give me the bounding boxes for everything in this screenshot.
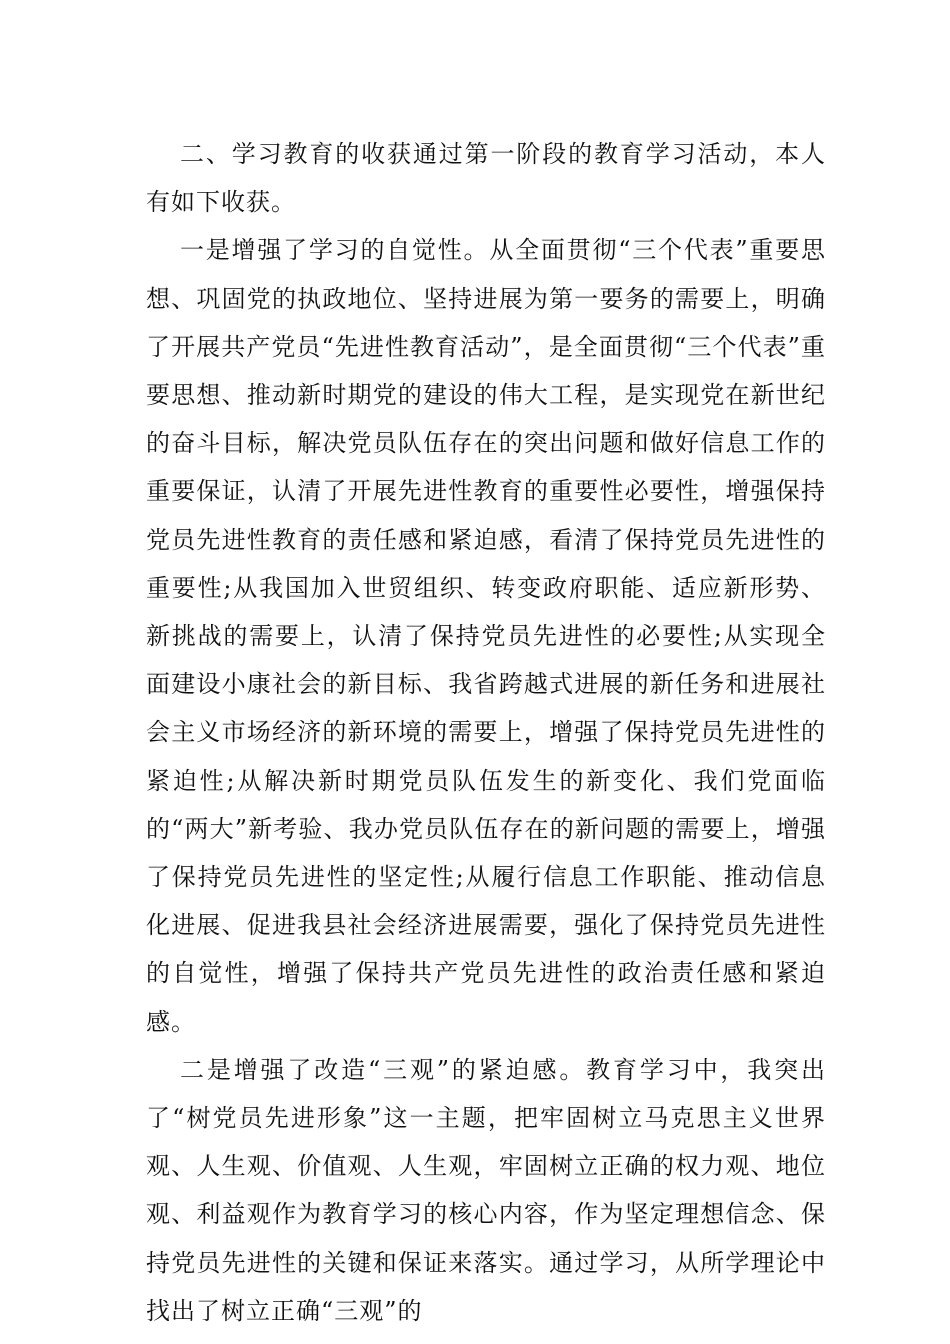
paragraph-point-one: 一是增强了学习的自觉性。从全面贯彻“三个代表”重要思想、巩固党的执政地位、坚持进展为第一要务的需要上，明确了开展共产党员“先进性教育活动”，是全面贯彻“三个代表”重要思想、推动新时期党的建设的伟大工程，是实现党在新世纪的奋斗目标，解决党员队伍存在的突出问题和做好信息工作的重要保证，认清了开展先进性教育的重要性必要性，增强保持党员先进性教育的责任感和紧迫感，看清了保持党员先进性的重要性;从我国加入世贸组织、转变政府职能、适应新形势、新挑战的需要上，认清了保持党员先进性的必要性;从实现全面建设小康社会的新目标、我省跨越式进展的新任务和进展社会主义市场经济的新环境的需要上，增强了保持党员先进性的紧迫性;从解决新时期党员队伍发生的新变化、我们党面临的“两大”新考验、我办党员队伍存在的新问题的需要上，增强了保持党员先进性的坚定性;从履行信息工作职能、推动信息化进展、促进我县社会经济进展需要，强化了保持党员先进性的自觉性，增强了保持共产党员先进性的政治责任感和紧迫感。 [146,236,826,1036]
document-body [146,130,826,1335]
paragraph-section-heading: 二、学习教育的收获通过第一阶段的教育学习活动，本人有如下收获。 [146,140,826,217]
paragraph-point-two: 二是增强了改造“三观”的紧迫感。教育学习中，我突出了“树党员先进形象”这一主题，把牢固树立马克思主义世界观、人生观、价值观、人生观，牢固树立正确的权力观、地位观、利益观作为教育学习的核心内容，作为坚定理想信念、保持党员先进性的关键和保证来落实。通过学习，从所学理论中找出了树立正确“三观”的 [146,1055,826,1325]
